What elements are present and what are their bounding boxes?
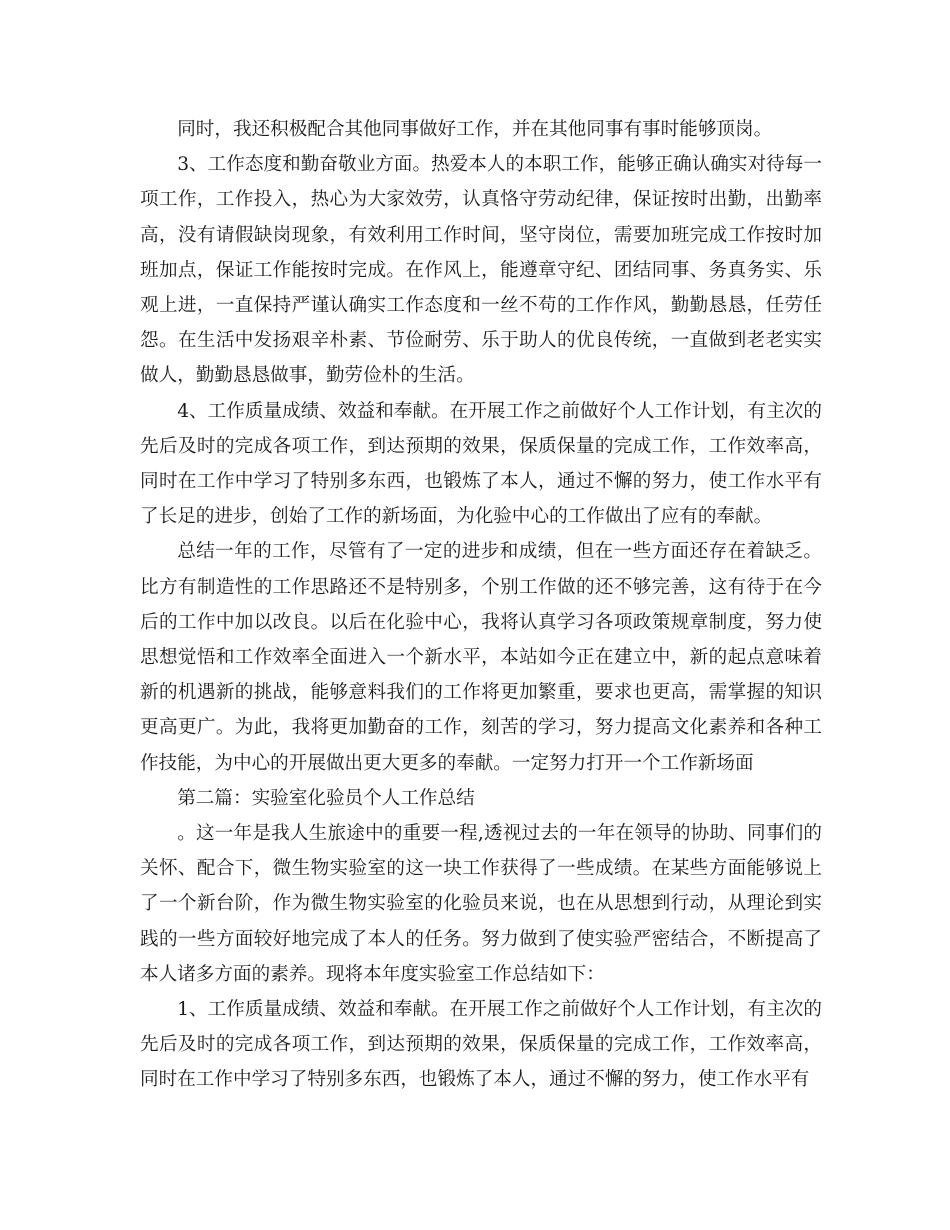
paragraph-year-summary: 总结一年的工作，尽管有了一定的进步和成绩，但在一些方面还存在着缺乏。比方有制造性的工作思路还不是特别多，个别工作做的还不够完善，这有待于在今后的工作中加以改良。以后在化验中心，我将认真学习各项政策规章制度，努力使思想觉悟和工作效率全面进入一个新水平，本站如今正在建立中，新的起点意味着新的机遇新的挑战，能够意料我们的工作将更加繁重，要求也更高，需掌握的知识更高更广。为此，我将更加勤奋的工作，刻苦的学习，努力提高文化素养和各种工作技能，为中心的开展做出更大更多的奉献。一定努力打开一个工作新场面 bbox=[140, 541, 822, 774]
paragraph-work-attitude: 3、工作态度和勤奋敬业方面。热爱本人的本职工作，能够正确认确实对待每一项工作，工作投入，热心为大家效劳，认真恪守劳动纪律，保证按时出勤，出勤率高，没有请假缺岗现象，有效利用工作时间，坚守岗位，需要加班完成工作按时加班加点，保证工作能按时完成。在作风上，能遵章守纪、团结同事、务真务实、乐观上进，一直保持严谨认确实工作态度和一丝不苟的工作作风，勤勤恳恳，任劳任怨。在生活中发扬艰辛朴素、节俭耐劳、乐于助人的优良传统，一直做到老老实实做人，勤勤恳恳做事，勤劳俭朴的生活。 bbox=[140, 154, 822, 387]
paragraph-work-quality-2: 1、工作质量成绩、效益和奉献。在开展工作之前做好个人工作计划，有主次的先后及时的完成各项工作，到达预期的效果，保质保量的完成工作，工作效率高，同时在工作中学习了特别多东西，也锻炼了本人，通过不懈的努力，使工作水平有 bbox=[140, 999, 822, 1091]
paragraph-work-quality: 4、工作质量成绩、效益和奉献。在开展工作之前做好个人工作计划，有主次的先后及时的完成各项工作，到达预期的效果，保质保量的完成工作，工作效率高，同时在工作中学习了特别多东西，也锻炼了本人，通过不懈的努力，使工作水平有了长足的进步，创始了工作的新场面，为化验中心的工作做出了应有的奉献。 bbox=[140, 400, 822, 528]
paragraph-continuation: 同时，我还积极配合其他同事做好工作，并在其他同事有事时能够顶岗。 bbox=[177, 119, 773, 140]
paragraph-intro: 。这一年是我人生旅途中的重要一程,透视过去的一年在领导的协助、同事们的关怀、配合下，微生物实验室的这一块工作获得了一些成绩。在某些方面能够说上了一个新台阶，作为微生物实验室的化验员来说，也在从思想到行动，从理论到实践的一些方面较好地完成了本人的任务。努力做到了使实验严密结合，不断提高了本人诸多方面的素养。现将本年度实验室工作总结如下： bbox=[140, 823, 822, 985]
section-heading: 第二篇：实验室化验员个人工作总结 bbox=[177, 787, 475, 809]
document-body bbox=[140, 112, 822, 1098]
